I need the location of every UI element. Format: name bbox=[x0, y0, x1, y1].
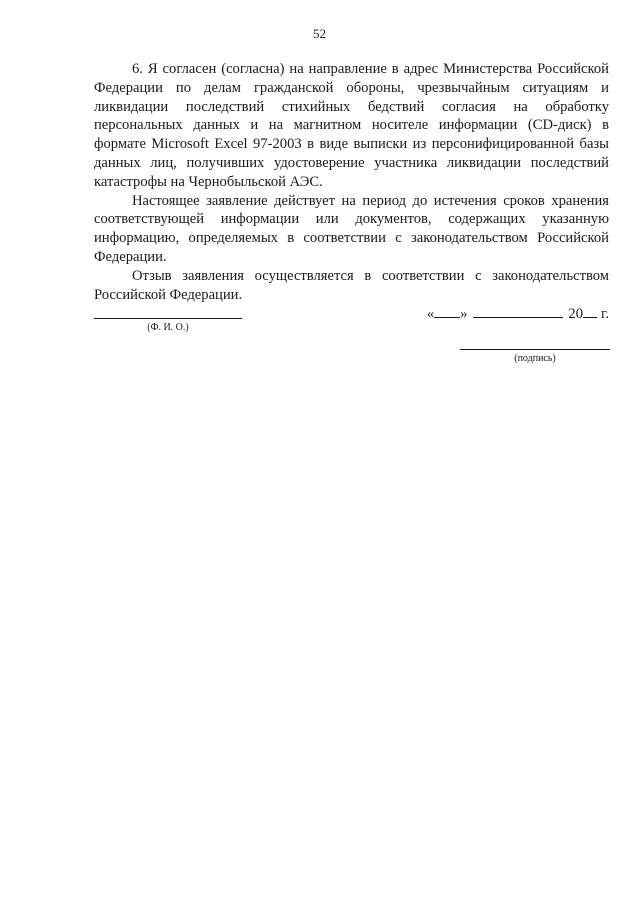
date-close-quote: » bbox=[460, 306, 468, 322]
signature-caption: (подпись) bbox=[514, 353, 556, 364]
fio-caption: (Ф. И. О.) bbox=[147, 322, 189, 333]
paragraph-revocation: Отзыв заявления осуществляется в соответствии с законодательством Российской Федерации. bbox=[94, 267, 609, 303]
date-year-suffix: г. bbox=[601, 306, 609, 322]
paragraph-consent-transfer: 6. Я согласен (согласна) на направление в адрес Министерства Российской Федерации по делам гражданской обороны, чрезвычайным ситуациям и ликвидации последствий стихийных бедствий согласия на обработку персональных данных и на магнитном носителе информации (CD-диск) в формате Microsoft Excel 97-2003 в виде выписки из персонифицированной базы данных лиц, получивших удостоверение участника ликвидации последствий катастрофы на Чернобыльской АЭС. bbox=[94, 61, 609, 190]
date-day-blank bbox=[434, 304, 460, 318]
date-year-blank bbox=[583, 304, 597, 318]
fio-blank-line bbox=[94, 318, 242, 319]
date-field bbox=[427, 304, 609, 323]
date-month-blank bbox=[473, 304, 563, 318]
paragraph-validity-period: Настоящее заявление действует на период до истечения сроков хранения соответствующей информации или документов, содержащих указанную информацию, определяемых в соответствии с законодательством Российской Федерации. bbox=[94, 192, 609, 265]
signature-blank-line bbox=[460, 349, 610, 350]
date-year-prefix: 20 bbox=[568, 306, 583, 322]
document-body bbox=[94, 60, 609, 304]
page-number: 52 bbox=[313, 26, 326, 41]
date-open-quote: « bbox=[426, 306, 435, 322]
